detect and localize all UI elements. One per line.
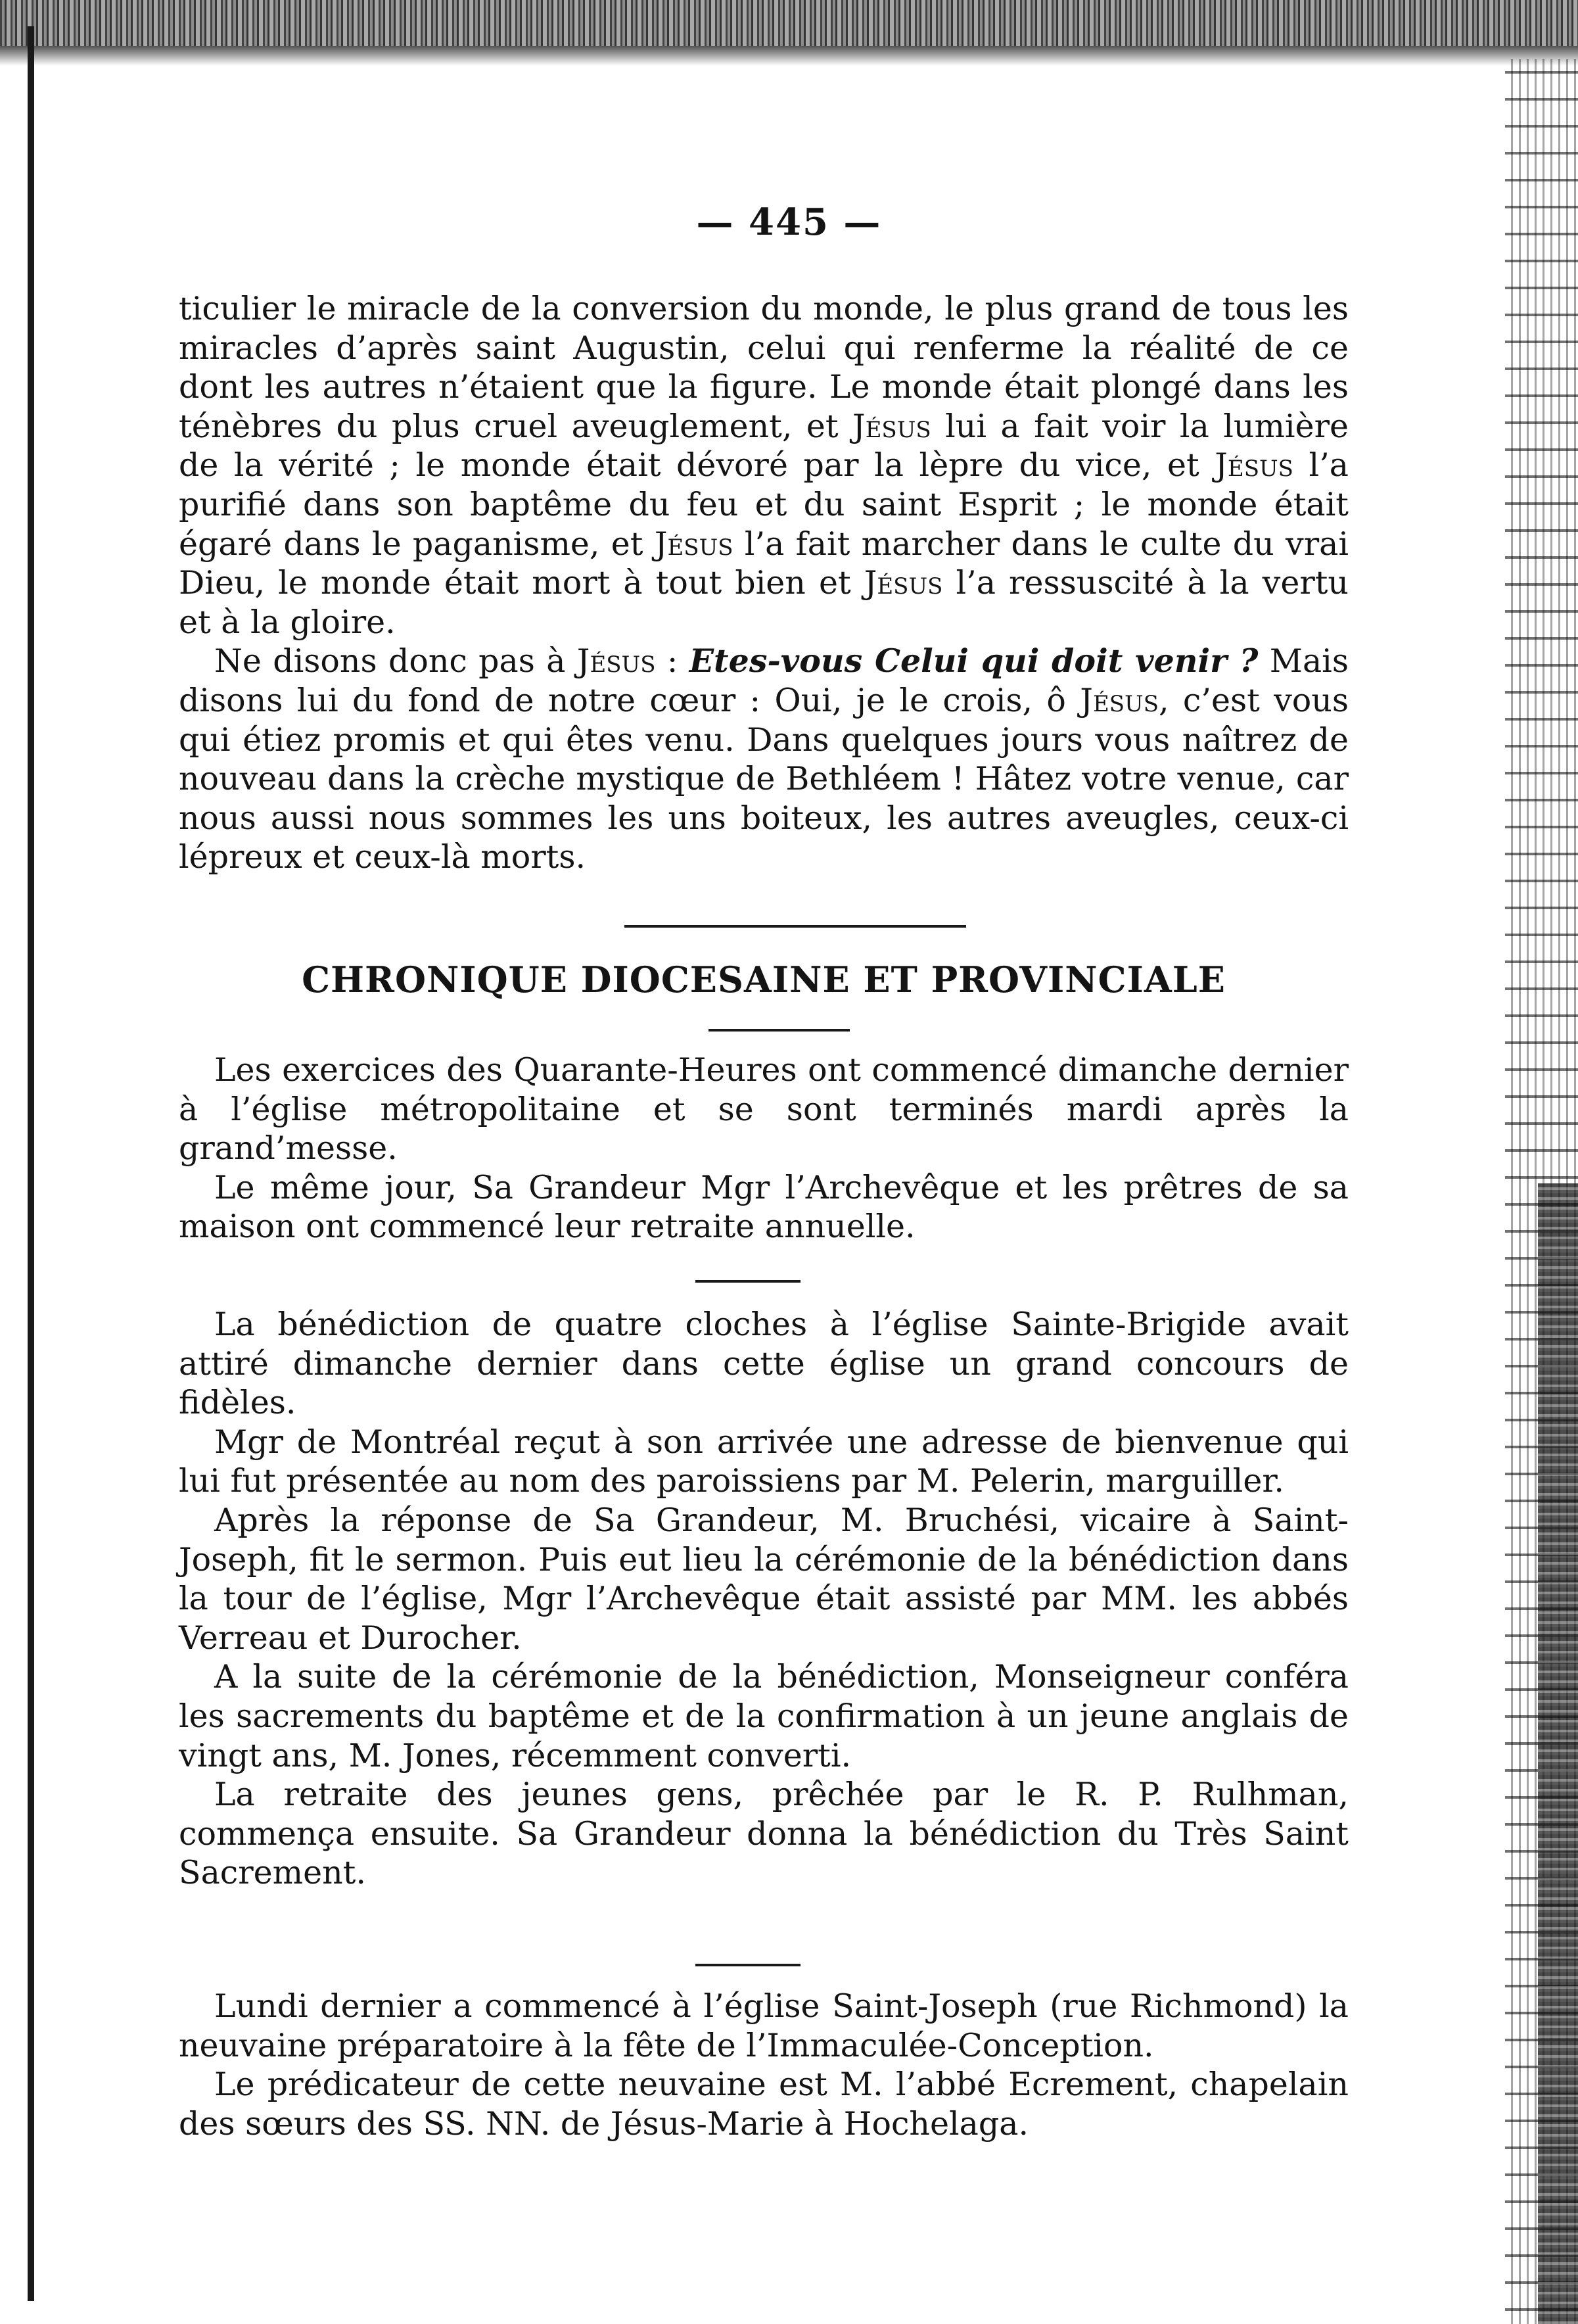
intro-paragraph-1: ticulier le miracle de la conversion du monde, le plus grand de tous les miracles d’après saint Augustin, celui qui renferme la réalité de ce dont les autres n’étaient que la figure. Le monde était plongé dans les ténèbres du plus cruel aveuglement, et Jésus lui a fait voir la lumière de la vérité ; le monde était dévoré par la lèpre du vice, et Jésus l’a purifié dans son baptême du feu et du saint Esprit ; le monde était égaré dans le paganisme, et Jésus l’a fait marcher dans le culte du vrai Dieu, le monde était mort à tout bien et Jésus l’a ressuscité à la vertu et à la gloire. [179,290,1349,641]
chronicle-item-saint-joseph [179,1987,1349,2143]
chronicle-paragraph: Lundi dernier a commencé à l’église Saint-Joseph (rue Richmond) la neuvaine préparatoire à la fête de l’Immaculée-Conception. [179,1987,1349,2064]
name-jesus: Jésus [1080,681,1159,719]
page-number: — 445 — [696,201,882,244]
intro-text [179,289,1349,877]
name-jesus: Jésus [852,407,931,445]
gospel-quote: Etes-vous Celui qui doit venir ? [689,642,1259,680]
chronicle-paragraph: Après la réponse de Sa Grandeur, M. Bruchési, vicaire à Saint-Joseph, fit le sermon. Puis eut lieu la cérémonie de la bénédiction dans la tour de l’église, Mgr l’Archevêque était assisté par MM. les abbés Verreau et Durocher. [179,1501,1349,1657]
name-jesus: Jésus [864,564,943,602]
chronicle-paragraph: Le prédicateur de cette neuvaine est M. l’abbé Ecrement, chapelain des sœurs des SS. NN. de Jésus-Marie à Hochelaga. [179,2066,1349,2143]
name-jesus: Jésus [576,642,656,680]
chronicle-paragraph: La bénédiction de quatre cloches à l’église Sainte-Brigide avait attiré dimanche dernier dans cette église un grand concours de fidèles. [179,1306,1349,1422]
scan-edge-right-dark [1538,1183,1578,2324]
name-jesus: Jésus [1215,446,1293,485]
name-jesus: Jésus [654,525,733,563]
scan-border-left [28,26,34,2301]
chronicle-paragraph: Mgr de Montréal reçut à son arrivée une adresse de bienvenue qui lui fut présentée au nom des paroissiens par M. Pelerin, marguiller. [179,1423,1349,1500]
chronicle-paragraph: A la suite de la cérémonie de la bénédiction, Monseigneur conféra les sacrements du baptême et de la confirmation à un jeune anglais de vingt ans, M. Jones, récemment converti. [179,1658,1349,1774]
item-divider [695,1280,801,1283]
chronicle-item-quarante-heures [179,1051,1349,1246]
scan-shadow-top [0,46,1578,66]
chronicle-item-sainte-brigide [179,1305,1349,1893]
section-heading: CHRONIQUE DIOCESAINE ET PROVINCIALE [302,959,1226,1001]
intro-paragraph-2: Ne disons donc pas à Jésus : Etes-vous Celui qui doit venir ? Mais disons lui du fond de notre cœur : Oui, je le crois, ô Jésus, c’est vous qui étiez promis et qui êtes venu. Dans quelques jours vous naîtrez de nouveau dans la crèche mystique de Bethléem ! Hâtez votre venue, car nous aussi nous sommes les uns boiteux, les autres aveugles, ceux-ci lépreux et ceux-là morts. [179,642,1349,876]
chronicle-paragraph: Le même jour, Sa Grandeur Mgr l’Archevêque et les prêtres de sa maison ont commencé leur retraite annuelle. [179,1168,1349,1246]
heading-underline [708,1029,850,1032]
chronicle-paragraph: La retraite des jeunes gens, prêchée par le R. P. Rulhman, commença ensuite. Sa Grandeur donna la bénédiction du Très Saint Sacrement. [179,1776,1349,1892]
scan-border-top [0,0,1578,46]
item-divider [695,1964,801,1966]
section-divider [624,925,966,928]
chronicle-paragraph: Les exercices des Quarante-Heures ont commencé dimanche dernier à l’église métropolitaine et se sont terminés mardi après la grand’messe. [179,1051,1349,1168]
